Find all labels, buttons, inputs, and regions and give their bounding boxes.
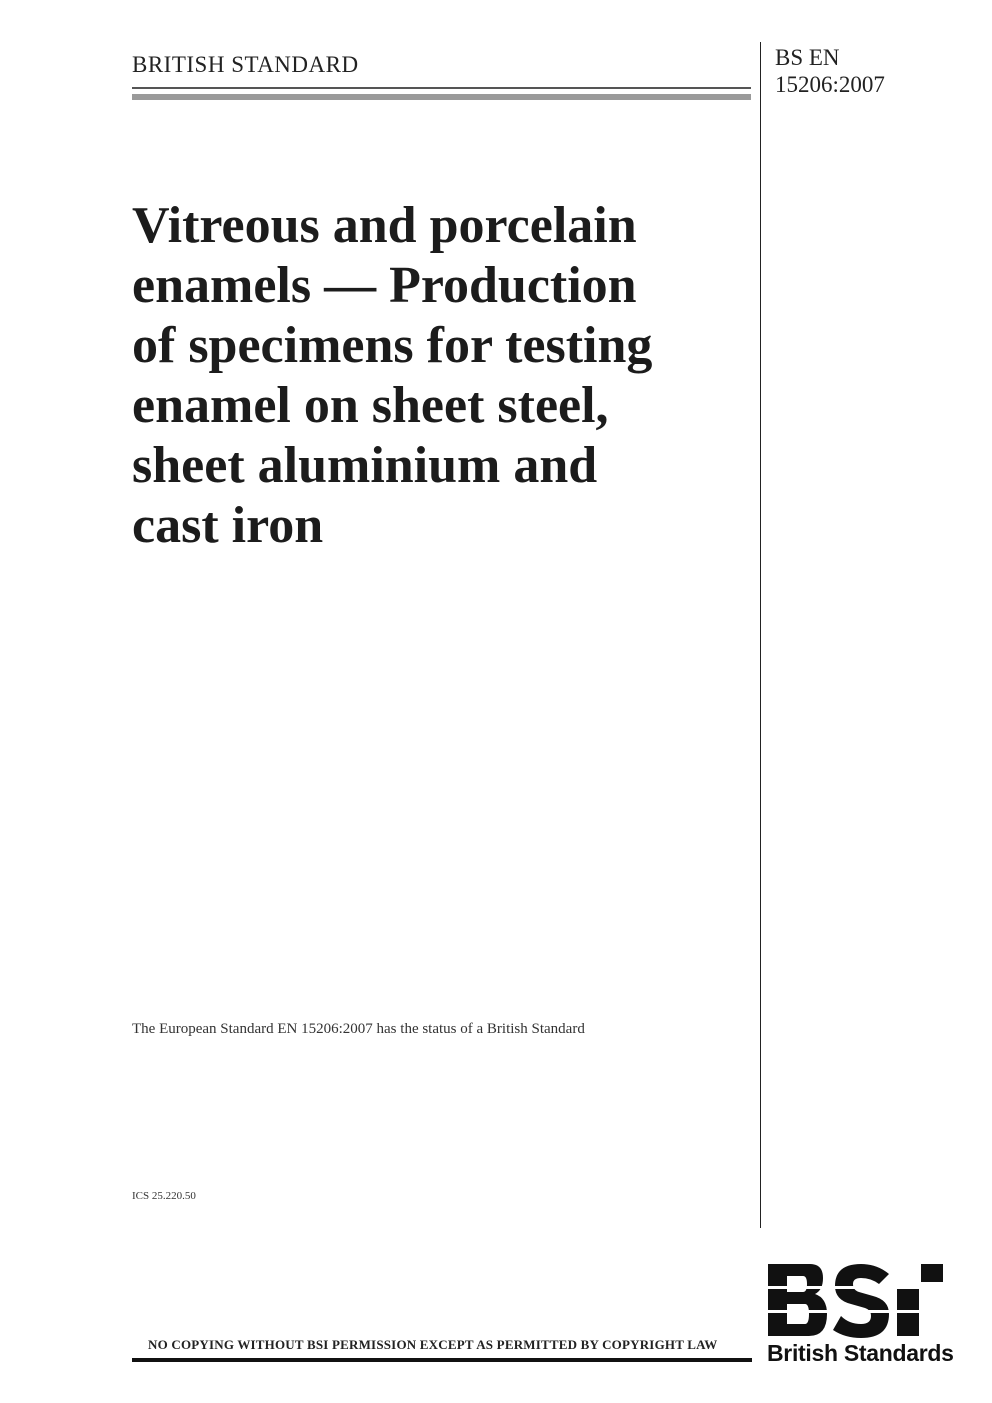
logo-caption: British Standards [767,1340,954,1366]
standard-number-code: 15206:2007 [775,72,885,97]
footer-rule [132,1358,752,1362]
status-note: The European Standard EN 15206:2007 has the status of a British Standard [132,1021,585,1037]
header-rule-thin [132,87,751,89]
standard-number [775,44,885,98]
bsi-wordmark-icon [765,1262,945,1338]
document-title: Vitreous and porcelain enamels — Production of specimens for testing enamel on sheet steel, sheet aluminium and cast iron [132,197,653,554]
copyright-notice: NO COPYING WITHOUT BSI PERMISSION EXCEPT AS PERMITTED BY COPYRIGHT LAW [148,1337,718,1352]
vertical-divider [760,42,761,1228]
document-type-label: BRITISH STANDARD [132,52,359,77]
header-rule-thick [132,94,751,100]
ics-code: ICS 25.220.50 [132,1190,196,1202]
standard-number-prefix: BS EN [775,45,840,70]
